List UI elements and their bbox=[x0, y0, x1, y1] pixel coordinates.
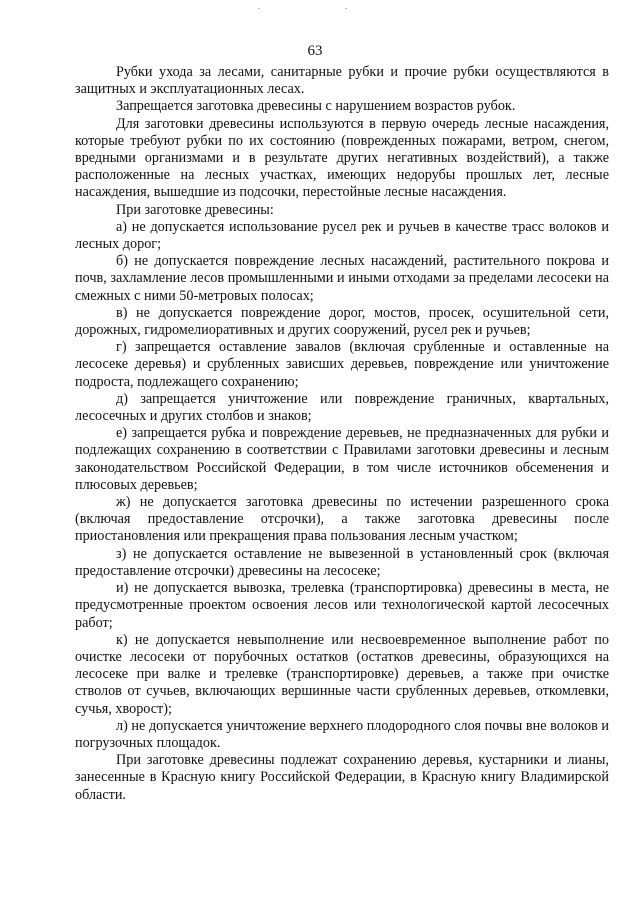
paragraph-age-restriction: Запрещается заготовка древесины с нарушением возрастов рубок. bbox=[116, 98, 516, 115]
paragraph-protected-species: При заготовке древесины подлежат сохранению деревья, кустарники и лианы, занесенные в Красную книгу Российской Федерации, в Красную книгу Владимирской области. bbox=[75, 752, 609, 803]
scan-dot-mark bbox=[258, 8, 260, 9]
list-item-a: а) не допускается использование русел рек и ручьев в качестве трасс волоков и лесных дорог; bbox=[75, 218, 609, 253]
paragraph-priority-stands: Для заготовки древесины используются в первую очередь лесные насаждения, которые требуют рубки по их состоянию (поврежденных пожарами, ветром, снегом, вредными организмами и в результате других негативных воздействий), а также расположенные на лесных участках, имеющих недорубы прошлых лет, лесные насаждения, вышедшие из подсочки, перестойные лесные насаждения. bbox=[75, 115, 609, 201]
paragraph-logging-types: Рубки ухода за лесами, санитарные рубки и прочие рубки осуществляются в защитных и эксплуатационных лесах. bbox=[75, 64, 609, 98]
paragraph-list-intro: При заготовке древесины: bbox=[116, 201, 274, 218]
list-item-v: в) не допускается повреждение дорог, мостов, просек, осушительной сети, дорожных, гидромелиоративных и других сооружений, русел рек и ручьев; bbox=[75, 304, 609, 339]
list-item-zh: ж) не допускается заготовка древесины по истечении разрешенного срока (включая предоставление отсрочки), а также заготовка древесины после приостановления или прекращения права пользования лесным участком; bbox=[75, 494, 609, 545]
page-number: 63 bbox=[307, 43, 323, 59]
list-item-l: л) не допускается уничтожение верхнего плодородного слоя почвы вне волоков и погрузочных площадок. bbox=[75, 717, 609, 751]
document-body bbox=[75, 64, 609, 804]
list-item-b: б) не допускается повреждение лесных насаждений, растительного покрова и почв, захламление лесов промышленными и иными отходами за пределами лесосеки на смежных с ними 50-метровых полосах; bbox=[75, 253, 609, 304]
list-item-d: д) запрещается уничтожение или повреждение граничных, квартальных, лесосечных и других столбов и знаков; bbox=[75, 390, 609, 425]
scan-dot-mark bbox=[345, 8, 347, 9]
list-item-g: г) запрещается оставление завалов (включая срубленные и оставленные на лесосеке деревья) и срубленных зависших деревьев, повреждение или уничтожение подроста, подлежащего сохранению; bbox=[75, 339, 609, 390]
list-item-z: з) не допускается оставление не вывезенной в установленный срок (включая предоставление отсрочки) древесины на лесосеке; bbox=[75, 545, 609, 579]
list-item-k: к) не допускается невыполнение или несвоевременное выполнение работ по очистке лесосеки от порубочных остатков (остатков древесины, образующихся на лесосеке при валке и трелевке (транспортировке) деревьев, а также при очистке стволов от сучьев, включающих вершинные части срубленных деревьев, откомлевки, сучья, хворост); bbox=[75, 631, 609, 717]
list-item-i: и) не допускается вывозка, трелевка (транспортировка) древесины в места, не предусмотренные проектом освоения лесов или технологической картой лесосечных работ; bbox=[75, 580, 609, 631]
list-item-e: е) запрещается рубка и повреждение деревьев, не предназначенных для рубки и подлежащих сохранению в соответствии с Правилами заготовки древесины и лесным законодательством Российской Федерации, в том числе источников обсеменения и плюсовых деревьев; bbox=[75, 425, 609, 493]
